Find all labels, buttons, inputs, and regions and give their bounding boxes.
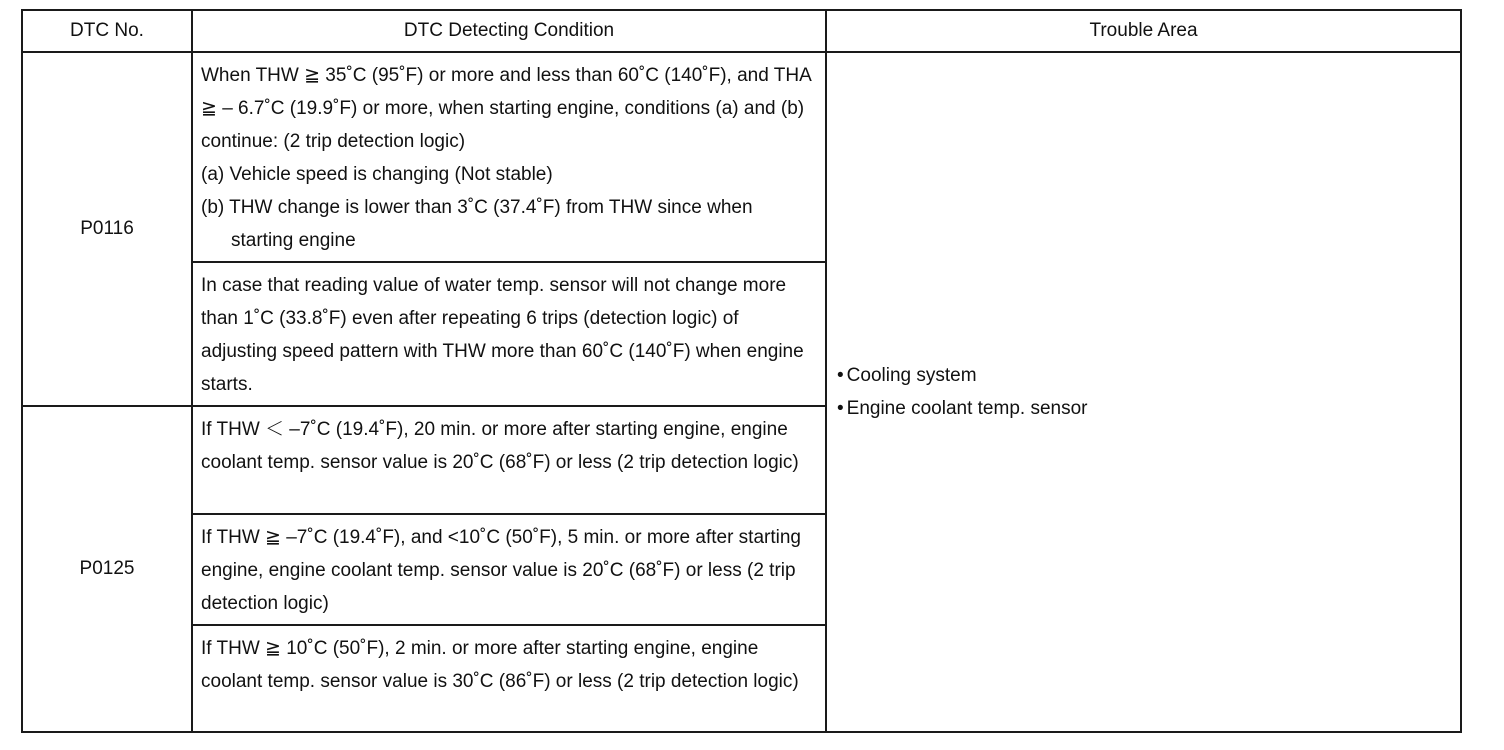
header-row [22, 10, 1461, 52]
dtc-code-p0116: P0116 [22, 52, 192, 406]
p0125-condition-3: If THW ≧ 10˚C (50˚F), 2 min. or more after starting engine, engine coolant temp. sensor value is 30˚C (86˚F) or less (2 trip detection logic) [192, 625, 826, 732]
p0116-condition-2: In case that reading value of water temp. sensor will not change more than 1˚C (33.8˚F) even after repeating 6 trips (detection logic) of adjusting speed pattern with THW more than 60˚C (140˚F) when engine starts. [192, 262, 826, 406]
p0116-condition-1-item-a: (a) Vehicle speed is changing (Not stable) [201, 164, 553, 185]
p0125-condition-1: If THW ＜ –7˚C (19.4˚F), 20 min. or more after starting engine, engine coolant temp. sensor value is 20˚C (68˚F) or less (2 trip detection logic) [192, 406, 826, 514]
trouble-area-cell [826, 52, 1461, 732]
trouble-area-item-cooling-system: • Cooling system [837, 359, 1460, 392]
header-dtc-no: DTC No. [22, 10, 192, 52]
header-trouble-area: Trouble Area [826, 10, 1461, 52]
dtc-code-p0125: P0125 [22, 406, 192, 732]
trouble-area-item-coolant-temp-sensor: • Engine coolant temp. sensor [837, 392, 1460, 425]
table-row [22, 52, 1461, 262]
p0116-condition-1-item-b: (b) THW change is lower than 3˚C (37.4˚F) from THW since when starting engine [201, 197, 753, 251]
dtc-table [21, 9, 1462, 733]
header-detecting-condition: DTC Detecting Condition [192, 10, 826, 52]
p0116-condition-1 [192, 52, 826, 262]
p0116-condition-1-intro: When THW ≧ 35˚C (95˚F) or more and less than 60˚C (140˚F), and THA ≧ – 6.7˚C (19.9˚F) or more, when starting engine, conditions (a) and (b) continue: (2 trip detection logic) [201, 65, 811, 152]
trouble-area-list [837, 359, 1460, 425]
p0125-condition-2: If THW ≧ –7˚C (19.4˚F), and <10˚C (50˚F), 5 min. or more after starting engine, engine coolant temp. sensor value is 20˚C (68˚F) or less (2 trip detection logic) [192, 514, 826, 625]
